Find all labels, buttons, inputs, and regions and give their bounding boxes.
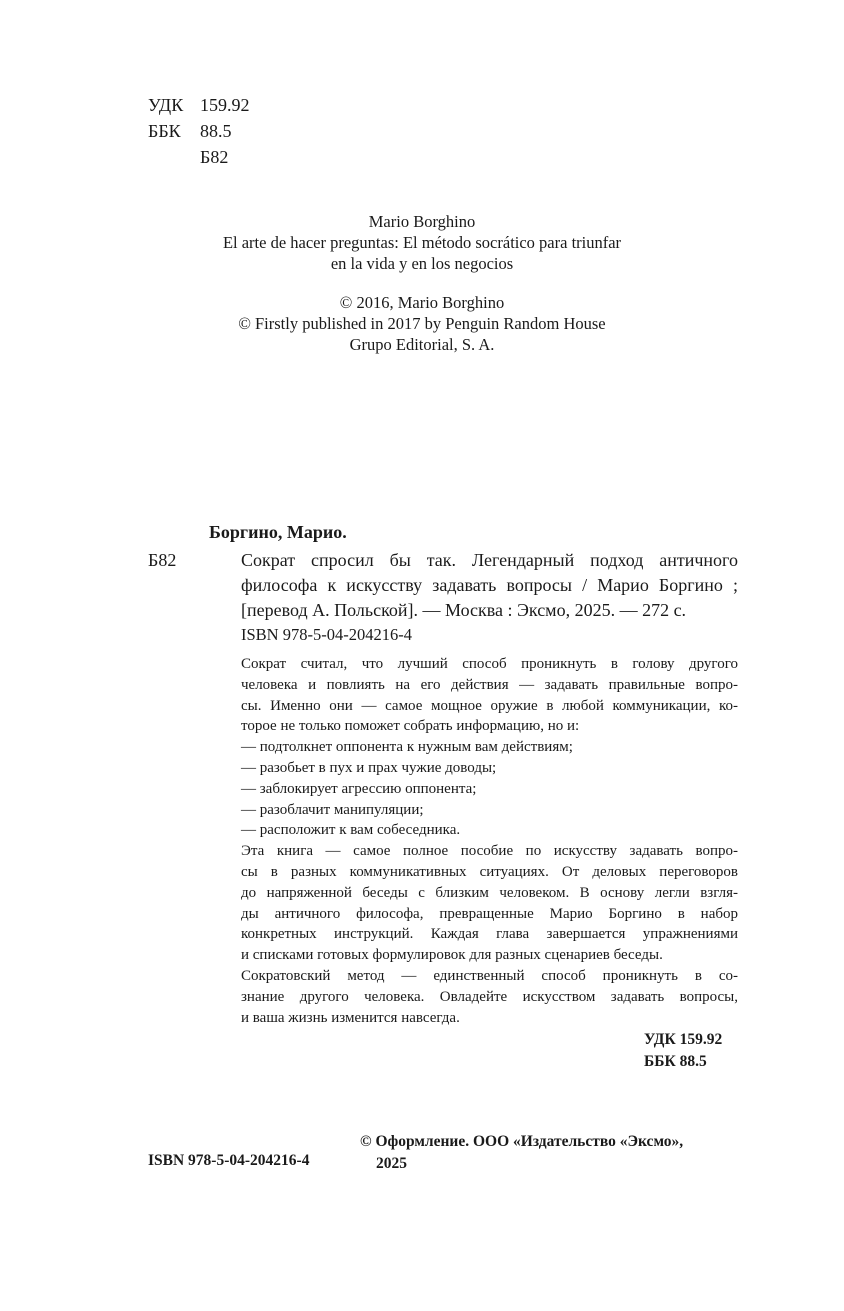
annotation-line: сы в разных коммуникативных ситуациях. От деловых переговоров bbox=[241, 863, 738, 880]
original-title-line-1: El arte de hacer preguntas: El método socrático para triunfar bbox=[222, 233, 622, 252]
catalog-author-heading: Боргино, Марио. bbox=[209, 522, 347, 542]
annotation-line: Сократ считал, что лучший способ проникнуть в голову другого bbox=[241, 656, 738, 672]
title-line: Сократ спросил бы так. Легендарный подход античного bbox=[241, 550, 738, 570]
bottom-udk: УДК 159.92 bbox=[644, 1031, 723, 1048]
design-copyright-line-2: 2025 bbox=[376, 1155, 407, 1172]
author-mark: Б82 bbox=[200, 147, 229, 167]
bbk-row bbox=[148, 118, 250, 144]
original-title-line-2: en la vida y en los negocios bbox=[330, 254, 514, 273]
annotation-line: Эта книга — самое полное пособие по искусству задавать вопро- bbox=[241, 843, 738, 860]
list-item: — разобьет в пух и прах чужие доводы; bbox=[241, 759, 497, 776]
annotation-line: Сократовский метод — единственный способ проникнуть в со- bbox=[241, 967, 738, 984]
annotation-line: и списками готовых формулировок для разных сценариев беседы. bbox=[241, 947, 663, 964]
udk-row bbox=[148, 92, 250, 118]
title-line: философа к искусству задавать вопросы / Марио Боргино ; bbox=[241, 575, 738, 595]
annotation-line: знание другого человека. Овладейте искусством задавать вопросы, bbox=[241, 988, 738, 1005]
catalog-isbn: ISBN 978-5-04-204216-4 bbox=[241, 625, 412, 644]
annotation-line: до напряженной беседы с близким человеком. В основу легли взгля- bbox=[241, 884, 738, 901]
copyright-notices bbox=[0, 292, 844, 355]
annotation-line: человека и повлиять на его действия — задавать правильные вопро- bbox=[241, 676, 738, 693]
list-item: — расположит к вам собеседника. bbox=[241, 822, 461, 839]
title-line: [перевод А. Польской]. — Москва : Эксмо, 2025. — 272 с. bbox=[241, 600, 687, 620]
footer-isbn: ISBN 978-5-04-204216-4 bbox=[148, 1152, 310, 1169]
udk-value: 159.92 bbox=[200, 95, 250, 115]
copyright-line-3: Grupo Editorial, S. A. bbox=[349, 335, 495, 354]
bbk-value: 88.5 bbox=[200, 121, 232, 141]
annotation-line: торое не только поможет собрать информацию, но и: bbox=[241, 718, 580, 735]
catalog-author-mark: Б82 bbox=[148, 550, 177, 570]
annotation-line: и ваша жизнь изменится навсегда. bbox=[241, 1009, 460, 1026]
list-item: — разоблачит манипуляции; bbox=[241, 801, 424, 818]
bbk-label: ББК bbox=[148, 121, 181, 141]
bottom-bbk: ББК 88.5 bbox=[644, 1053, 707, 1070]
copyright-line-1: © 2016, Mario Borghino bbox=[339, 293, 505, 312]
annotation-line: сы. Именно они — самое мощное оружие в любой коммуникации, ко- bbox=[241, 697, 738, 714]
classification-codes bbox=[148, 92, 250, 170]
original-author: Mario Borghino bbox=[368, 212, 476, 231]
design-copyright-line-1: © Оформление. ООО «Издательство «Эксмо», bbox=[360, 1133, 684, 1150]
list-item: — подтолкнет оппонента к нужным вам действиям; bbox=[241, 739, 573, 756]
author-mark-row bbox=[148, 144, 250, 170]
original-edition bbox=[0, 211, 844, 274]
annotation-line: конкретных инструкций. Каждая глава завершается упражнениями bbox=[241, 926, 738, 943]
list-item: — заблокирует агрессию оппонента; bbox=[241, 780, 477, 797]
copyright-line-2: © Firstly published in 2017 by Penguin Random House bbox=[238, 314, 606, 333]
bottom-classification bbox=[644, 1029, 722, 1073]
annotation-line: ды античного философа, превращенные Марио Боргино в набор bbox=[241, 905, 738, 922]
udk-label: УДК bbox=[148, 95, 184, 115]
catalog-title-description bbox=[241, 548, 738, 623]
footer-design-copyright bbox=[360, 1131, 683, 1175]
annotation bbox=[241, 654, 738, 1028]
